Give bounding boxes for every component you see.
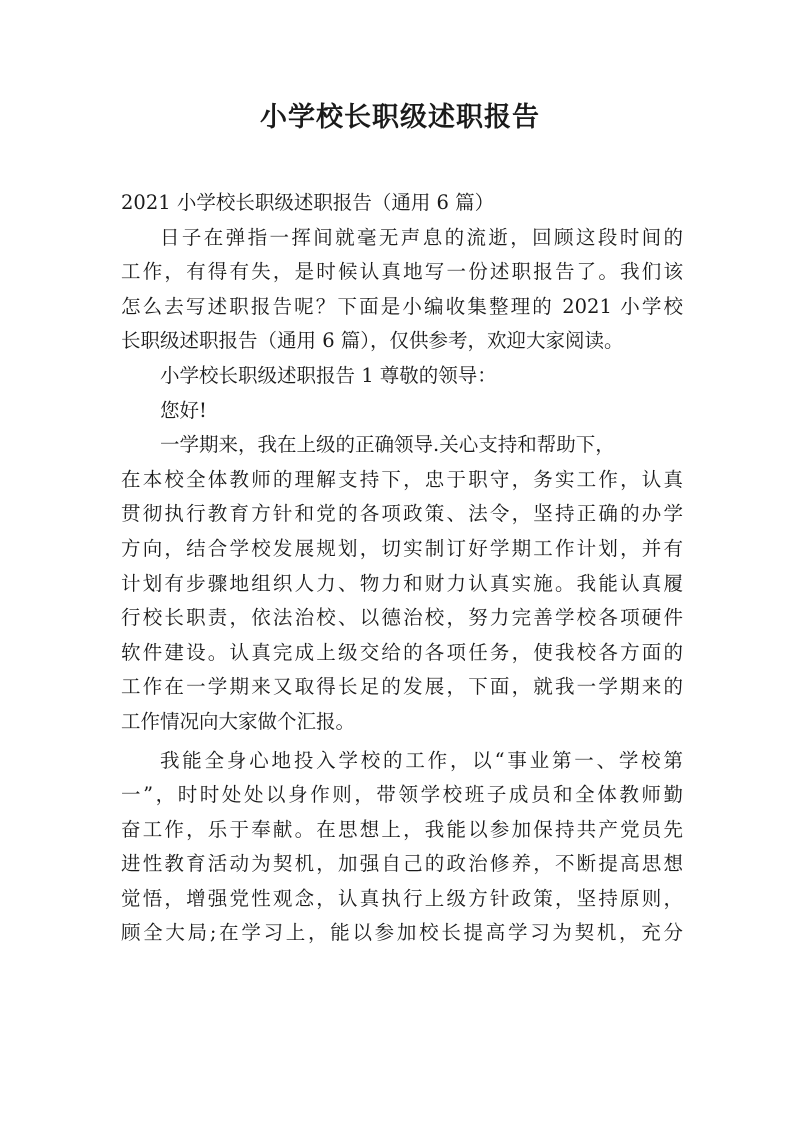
paragraph-line: 工作在一学期来又取得长足的发展，下面，就我一学期来的 — [121, 675, 683, 699]
paragraph-line: 一学期来，我在上级的正确领导.关心支持和帮助下， — [160, 433, 615, 457]
paragraph-line: 行校长职责，依法治校、以德治校，努力完善学校各项硬件 — [121, 606, 683, 630]
paragraph-line: 贯彻执行教育方针和党的各项政策、法令，坚持正确的办学 — [121, 502, 683, 526]
paragraph-line: 奋工作，乐于奉献。在思想上，我能以参加保持共产党员先 — [121, 817, 683, 841]
paragraph-line: 怎么去写述职报告呢？下面是小编收集整理的 2021 小学校 — [121, 294, 683, 318]
subtitle-line: 2021 小学校长职级述职报告（通用 6 篇） — [121, 191, 495, 214]
document-body — [121, 186, 683, 951]
paragraph-line: 一”，时时处处以身作则，带领学校班子成员和全体教师勤 — [121, 783, 683, 807]
paragraph-line: 长职级述职报告（通用 6 篇），仅供参考，欢迎大家阅读。 — [121, 329, 624, 353]
section-heading-line: 小学校长职级述职报告 1 尊敬的领导： — [160, 363, 497, 387]
paragraph-line: 工作情况向大家做个汇报。 — [121, 709, 356, 733]
document-title: 小学校长职级述职报告 — [260, 102, 540, 133]
paragraph-line: 进性教育活动为契机，加强自己的政治修养，不断提高思想 — [121, 852, 683, 876]
salutation-line: 您好! — [160, 398, 207, 422]
paragraph-line: 计划有步骤地组织人力、物力和财力认真实施。我能认真履 — [121, 571, 683, 595]
paragraph-line: 方向，结合学校发展规划，切实制订好学期工作计划，并有 — [121, 536, 683, 560]
paragraph-line: 日子在弹指一挥间就毫无声息的流逝，回顾这段时间的 — [160, 225, 683, 249]
paragraph-line: 软件建设。认真完成上级交给的各项任务，使我校各方面的 — [121, 640, 683, 664]
paragraph-line: 我能全身心地投入学校的工作，以“事业第一、学校第 — [160, 748, 683, 772]
paragraph-line: 在本校全体教师的理解支持下，忠于职守，务实工作，认真 — [121, 467, 683, 491]
paragraph-line: 工作，有得有失，是时候认真地写一份述职报告了。我们该 — [121, 260, 683, 284]
paragraph-line: 顾全大局;在学习上，能以参加校长提高学习为契机，充分 — [121, 921, 683, 945]
paragraph-line: 觉悟，增强党性观念，认真执行上级方针政策，坚持原则， — [121, 886, 683, 910]
